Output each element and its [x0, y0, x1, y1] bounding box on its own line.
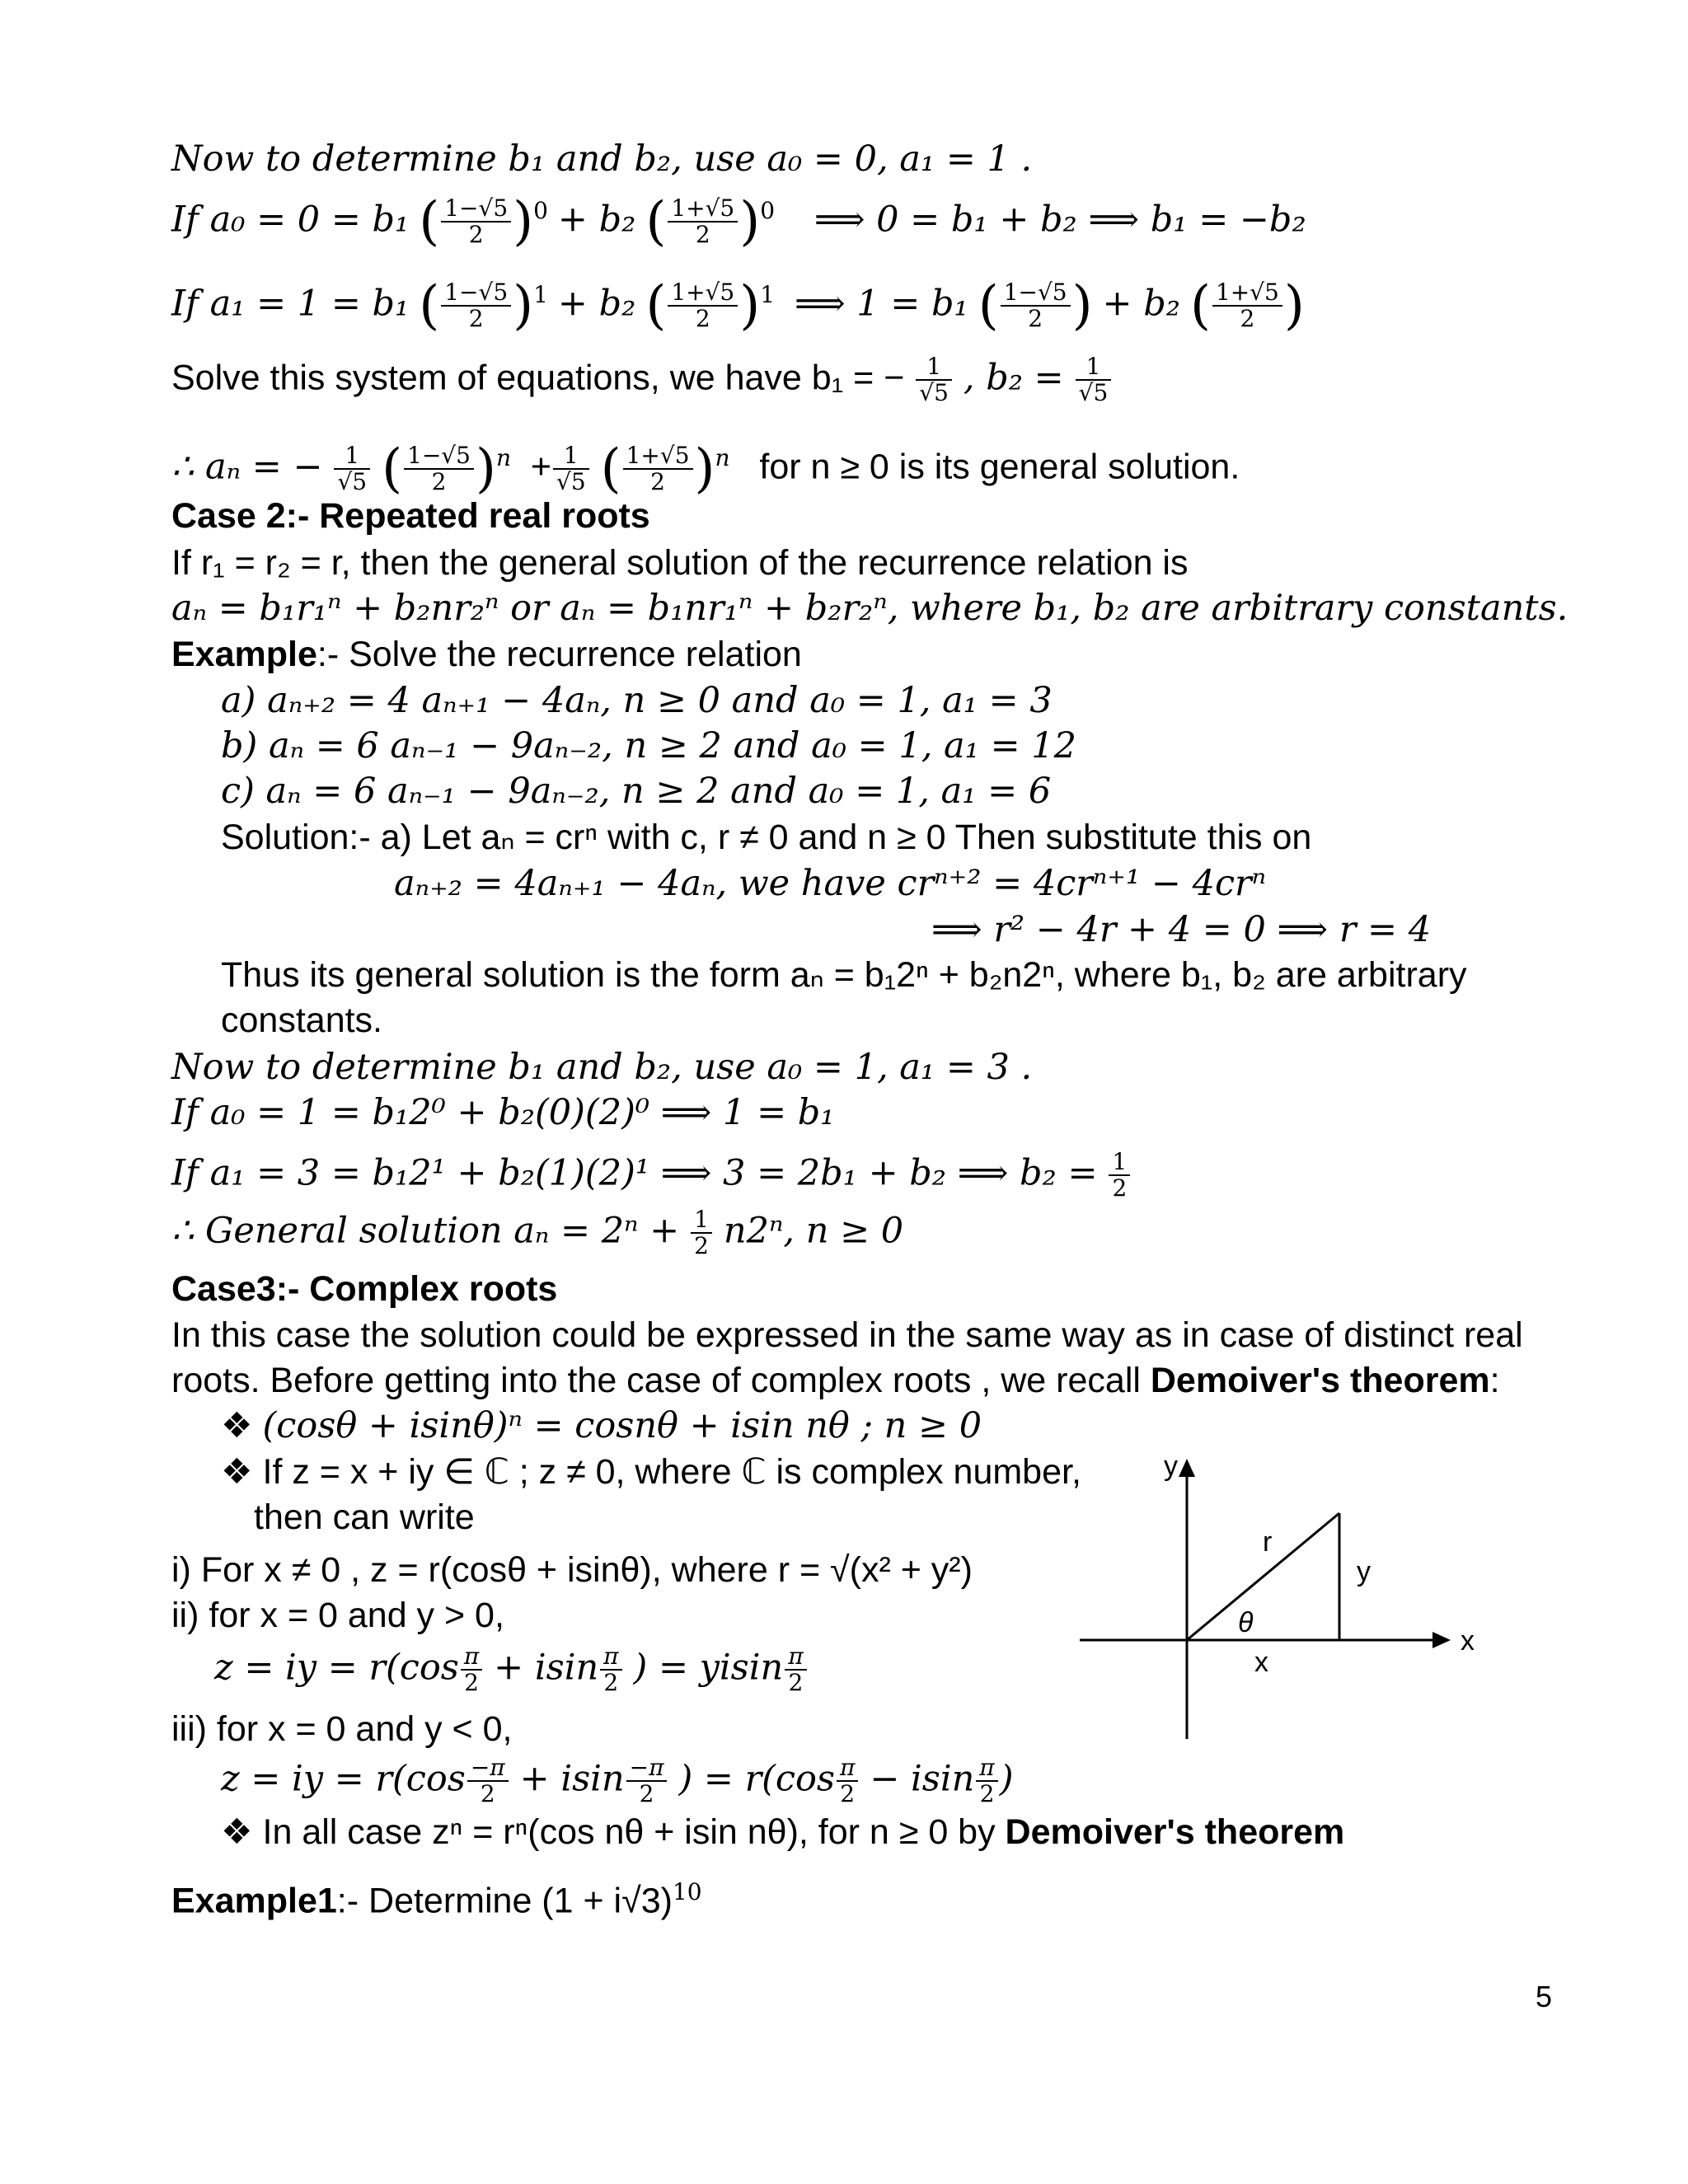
solution-intro: Solution:- a) Let aₙ = crⁿ with c, r ≠ 0 and n ≥ 0 Then substitute this on: [221, 818, 1312, 857]
heading-case2: Case 2:- Repeated real roots: [171, 496, 650, 536]
line-general-solution: ∴ aₙ = − $\frac{1}{√5}$ ( $\frac{1-√5}{2}$ )$^n$ + $\frac{1}{√5}$ ( $\frac{1+√5}{2}$ )$^n$ for n ≥ 0 is its general solution.: [171, 438, 1240, 499]
x-axis-label: x: [1461, 1625, 1475, 1657]
line-a1-eq-2: If a₁ = 3 = b₁2¹ + b₂(1)(2)¹ ⟹ 3 = 2b₁ + b₂ ⟹ b₂ = $\frac{1}{2}$: [171, 1150, 1132, 1201]
x-side-label: x: [1254, 1647, 1268, 1678]
example-a: a) aₙ₊₂ = 4 aₙ₊₁ − 4aₙ, n ≥ 0 and a₀ = 1, a₁ = 3: [221, 680, 1053, 721]
page-number: 5: [1535, 1980, 1552, 2013]
fraction: $\frac{1+√5}{2}$: [668, 196, 738, 247]
line-repeated-roots: If r₁ = r₂ = r, then the general solution of the recurrence relation is: [171, 543, 1189, 583]
bullet-demoivre: ❖ (cosθ + isinθ)ⁿ = cosnθ + isin nθ ; n ≥ 0: [221, 1405, 982, 1446]
fraction: $\frac{1-√5}{2}$: [441, 196, 511, 247]
line-case-ii-eq: z = iy = r(cos $\frac{\pi}{2}$ + isin $\frac{\pi}{2}$ ) = yisin $\frac{\pi}{2}$: [214, 1644, 809, 1695]
line-case-iii-eq: z = iy = r(cos $\frac{-\pi}{2}$ + isin $\frac{-\pi}{2}$ ) = r(cos $\frac{\pi}{2}$ − isin $\frac{\pi}{2}$ ): [221, 1754, 1014, 1807]
solution-constants: constants.: [221, 1001, 382, 1040]
example-b: b) aₙ = 6 aₙ₋₁ − 9aₙ₋₂, n ≥ 2 and a₀ = 1, a₁ = 12: [221, 725, 1076, 766]
solution-char-eq: ⟹ r² − 4r + 4 = 0 ⟹ r = 4: [931, 909, 1432, 950]
line-solve-system: Solve this system of equations, we have b₁ = − $\frac{1}{√5}$ , b₂ = $\frac{1}{√5}$: [171, 354, 1113, 405]
line-then-write: then can write: [254, 1497, 475, 1537]
line-general-solution-2: ∴ General solution aₙ = 2ⁿ + $\frac{1}{2}$ n2ⁿ, n ≥ 0: [171, 1206, 904, 1259]
y-side-label: y: [1357, 1556, 1371, 1587]
r-label: r: [1263, 1526, 1273, 1558]
solution-substitute: aₙ₊₂ = 4aₙ₊₁ − 4aₙ, we have crⁿ⁺² = 4crⁿ⁺¹ − 4crⁿ: [394, 863, 1267, 904]
bullet-all-cases: ❖ In all case zⁿ = rⁿ(cos nθ + isin nθ), for n ≥ 0 by Demoiver's theorem: [221, 1811, 1345, 1853]
y-axis-label: y: [1164, 1451, 1178, 1482]
x-axis-arrow: [1432, 1632, 1451, 1648]
y-axis-arrow: [1179, 1459, 1195, 1477]
line-case-i: i) For x ≠ 0 , z = r(cosθ + isinθ), where r = √(x² + y²): [171, 1550, 973, 1590]
line-a0-equation: If a₀ = 0 = b₁ ( $\frac{1-√5}{2}$ )$^0$ + b₂ ( $\frac{1+√5}{2}$ )$^0$ ⟹ 0 = b₁ + b₂ ⟹ b₁ = −b₂: [171, 190, 1306, 252]
bullet-complex-z: ❖ If z = x + iy ∈ ℂ ; z ≠ 0, where ℂ is complex number,: [221, 1451, 1081, 1493]
line-a0-eq-2: If a₀ = 1 = b₁2⁰ + b₂(0)(2)⁰ ⟹ 1 = b₁: [171, 1092, 835, 1133]
line-case-iii: iii) for x = 0 and y < 0,: [171, 1709, 513, 1749]
line-determine-b-2: Now to determine b₁ and b₂, use a₀ = 1, a₁ = 3 .: [171, 1047, 1033, 1088]
example-c: c) aₙ = 6 aₙ₋₁ − 9aₙ₋₂, n ≥ 2 and a₀ = 1, a₁ = 6: [221, 771, 1052, 812]
line-a1-equation: If a₁ = 1 = b₁ ( $\frac{1-√5}{2}$ )$^1$ + b₂ ( $\frac{1+√5}{2}$ )$^1$ ⟹ 1 = b₁ ( $\frac{1-√5}{2}$ ) + b₂ ( $\frac{1+√5}{2}$ ): [171, 274, 1305, 336]
line-case-ii: ii) for x = 0 and y > 0,: [171, 1596, 504, 1635]
complex-plane-diagram: [1071, 1451, 1500, 1764]
line-example: Example:- Solve the recurrence relation: [171, 635, 802, 674]
line-repeated-formula: aₙ = b₁r₁ⁿ + b₂nr₂ⁿ or aₙ = b₁nr₁ⁿ + b₂r₂ⁿ, where b₁, b₂ are arbitrary constants.: [171, 588, 1568, 629]
heading-case3: Case3:- Complex roots: [171, 1269, 558, 1309]
line-complex-a: In this case the solution could be expressed in the same way as in case of distinct real: [171, 1315, 1523, 1355]
solution-form: Thus its general solution is the form aₙ = b₁2ⁿ + b₂n2ⁿ, where b₁, b₂ are arbitrary: [221, 955, 1467, 995]
theta-label: θ: [1238, 1607, 1254, 1638]
line-example1: Example1:- Determine $(1 + i√3)^{10}$: [171, 1878, 702, 1921]
line-complex-b: roots. Before getting into the case of complex roots , we recall Demoiver's theorem:: [171, 1361, 1500, 1400]
line-determine-b: Now to determine b₁ and b₂, use a₀ = 0, a₁ = 1 .: [171, 138, 1033, 180]
